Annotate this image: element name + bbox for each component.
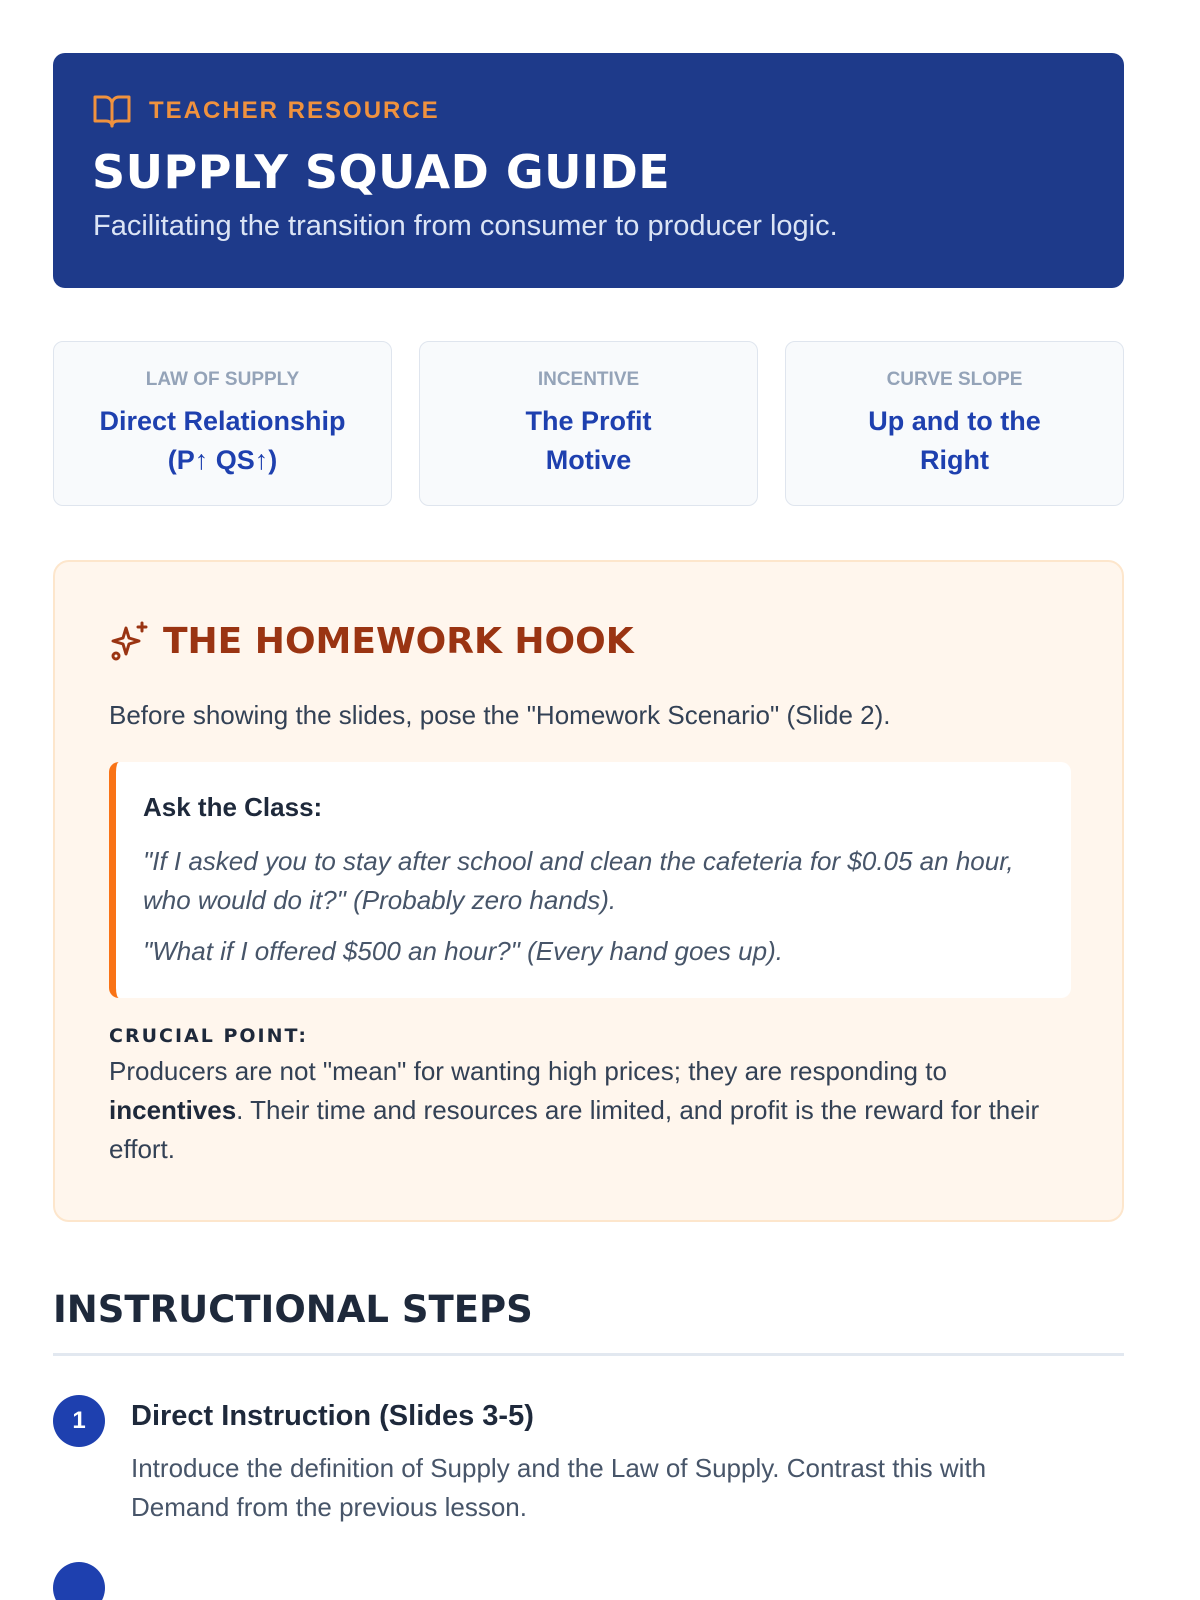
step-number-badge: 1 bbox=[53, 1395, 105, 1447]
stat-value: The Profit Motive bbox=[525, 406, 652, 475]
step-number-badge bbox=[53, 1562, 105, 1600]
stat-value: Direct Relationship (P↑ QS↑) bbox=[99, 406, 346, 475]
steps-heading: INSTRUCTIONAL STEPS bbox=[53, 1288, 533, 1331]
header-tag-label: TEACHER RESOURCE bbox=[149, 97, 440, 124]
stat-label: CURVE SLOPE bbox=[886, 369, 1023, 390]
homework-hook-card bbox=[53, 560, 1124, 1222]
stat-card-incentive bbox=[419, 341, 758, 506]
quote-line-2: "What if I offered $500 an hour?" (Every hand goes up). bbox=[143, 936, 783, 966]
ask-class-label: Ask the Class: bbox=[143, 792, 323, 822]
header-tag bbox=[93, 94, 440, 128]
stat-card-law-of-supply bbox=[53, 341, 392, 506]
step-title: Direct Instruction (Slides 3-5) bbox=[131, 1400, 534, 1432]
quote-line-1: "If I asked you to stay after school and clean the cafeteria for $0.05 an hour, who would do it?" (Probably zero hands). bbox=[143, 846, 1014, 915]
crucial-point-label: CRUCIAL POINT: bbox=[109, 1025, 309, 1047]
crucial-point-text: Producers are not "mean" for wanting high prices; they are responding to incentives. Their time and resources are limited, and profit is the reward for their effort. bbox=[109, 1056, 1040, 1164]
book-open-icon bbox=[93, 94, 131, 128]
crucial-point-emphasis: incentives bbox=[109, 1095, 237, 1125]
header-banner bbox=[53, 53, 1124, 288]
stat-label: LAW OF SUPPLY bbox=[145, 369, 300, 390]
sparkles-icon bbox=[109, 620, 151, 662]
step-description: Introduce the definition of Supply and the Law of Supply. Contrast this with Demand from the previous lesson. bbox=[131, 1453, 987, 1522]
page-subtitle: Facilitating the transition from consumer to producer logic. bbox=[93, 210, 838, 242]
hook-heading bbox=[109, 620, 634, 662]
page-title: SUPPLY SQUAD GUIDE bbox=[92, 145, 671, 199]
stat-card-curve-slope bbox=[785, 341, 1124, 506]
stat-value: Up and to the Right bbox=[868, 406, 1041, 475]
hook-intro: Before showing the slides, pose the "Homework Scenario" (Slide 2). bbox=[109, 700, 891, 730]
stat-label: INCENTIVE bbox=[537, 369, 640, 390]
ask-class-quote bbox=[109, 762, 1071, 998]
hook-title: THE HOMEWORK HOOK bbox=[163, 620, 634, 662]
divider bbox=[53, 1353, 1124, 1356]
